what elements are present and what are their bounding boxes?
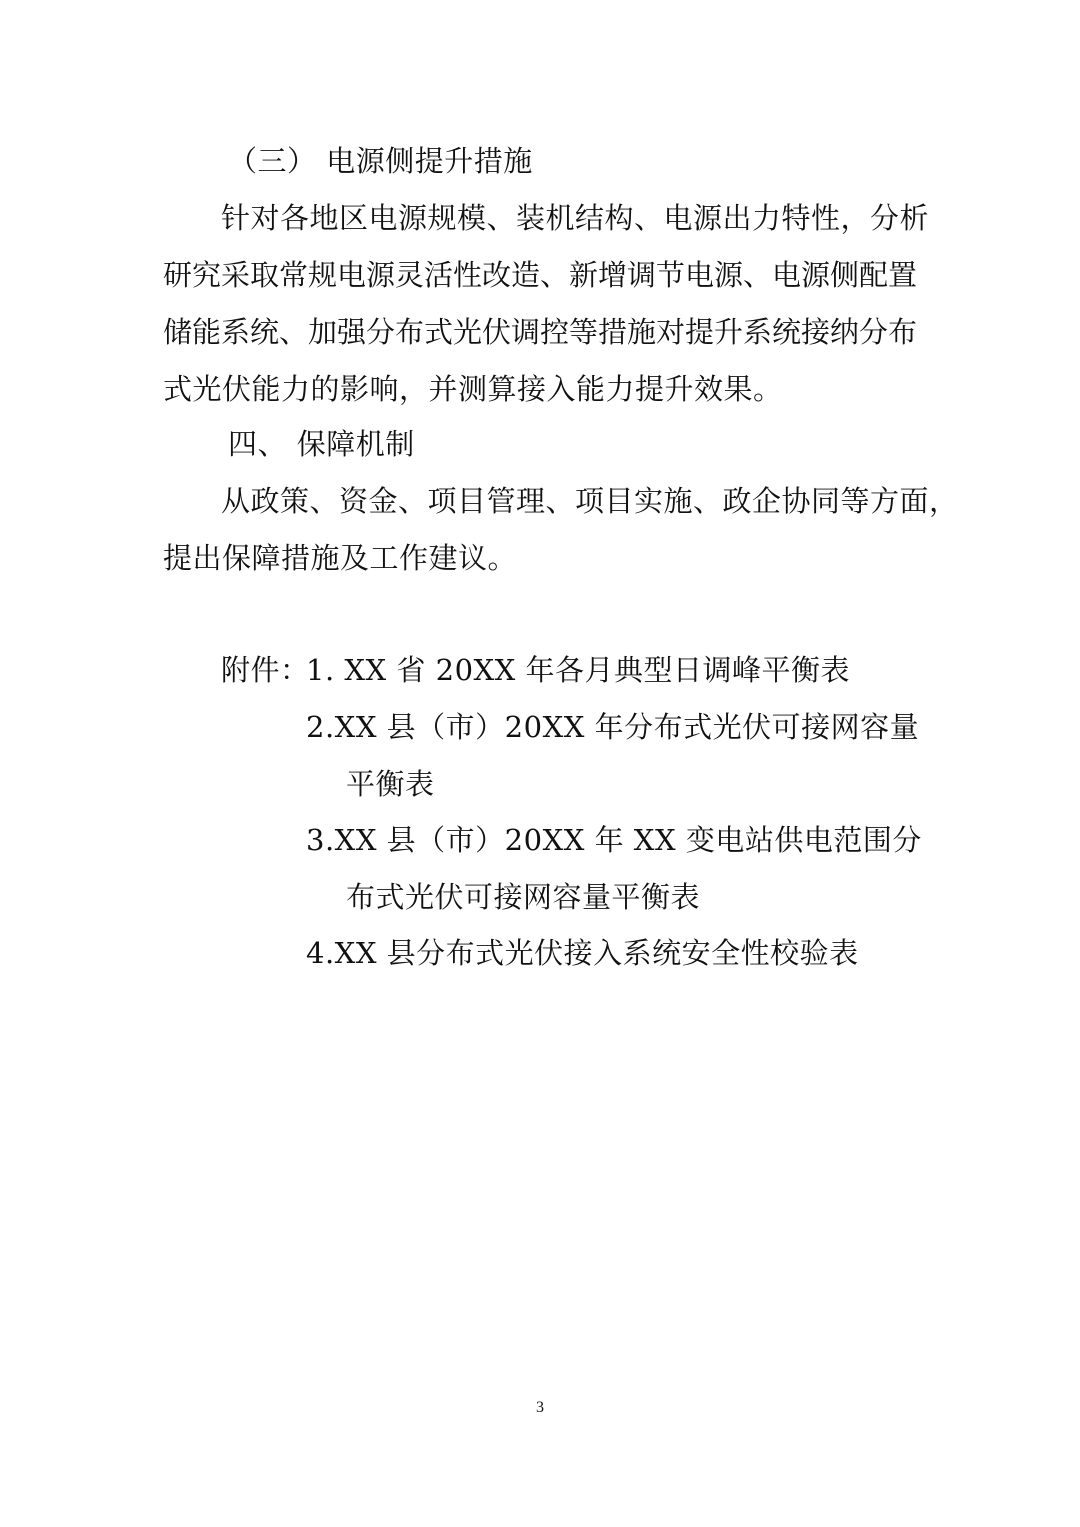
attachment-item-4: 4.XX 县分布式光伏接入系统安全性校验表 [306,936,859,970]
section-three-paragraph-line-3: 储能系统、加强分布式光伏调控等措施对提升系统接纳分布 [163,315,918,349]
section-four-paragraph-line-2: 提出保障措施及工作建议。 [163,541,518,575]
attachment-item-2-line-1: 2.XX 县（市）20XX 年分布式光伏可接网容量 [306,710,920,744]
attachment-item-3-line-1: 3.XX 县（市）20XX 年 XX 变电站供电范围分 [306,823,922,857]
attachment-item-2-line-2: 平衡表 [346,767,435,801]
page-number: 3 [536,1399,544,1416]
section-four-paragraph-line-1: 从政策、资金、项目管理、项目实施、政企协同等方面， [221,484,959,518]
section-three-paragraph-line-4: 式光伏能力的影响，并测算接入能力提升效果。 [163,372,783,406]
section-four-heading: 四、 保障机制 [228,427,415,461]
section-three-paragraph-line-2: 研究采取常规电源灵活性改造、新增调节电源、电源侧配置 [163,258,918,292]
attachment-item-3-line-2: 布式光伏可接网容量平衡表 [346,880,701,914]
section-three-heading: （三） 电源侧提升措施 [228,144,533,178]
attachments-label: 附件： [221,653,310,687]
section-three-paragraph-line-1: 针对各地区电源规模、装机结构、电源出力特性，分析 [221,201,930,235]
attachment-item-1: 1. XX 省 20XX 年各月典型日调峰平衡表 [306,653,851,687]
